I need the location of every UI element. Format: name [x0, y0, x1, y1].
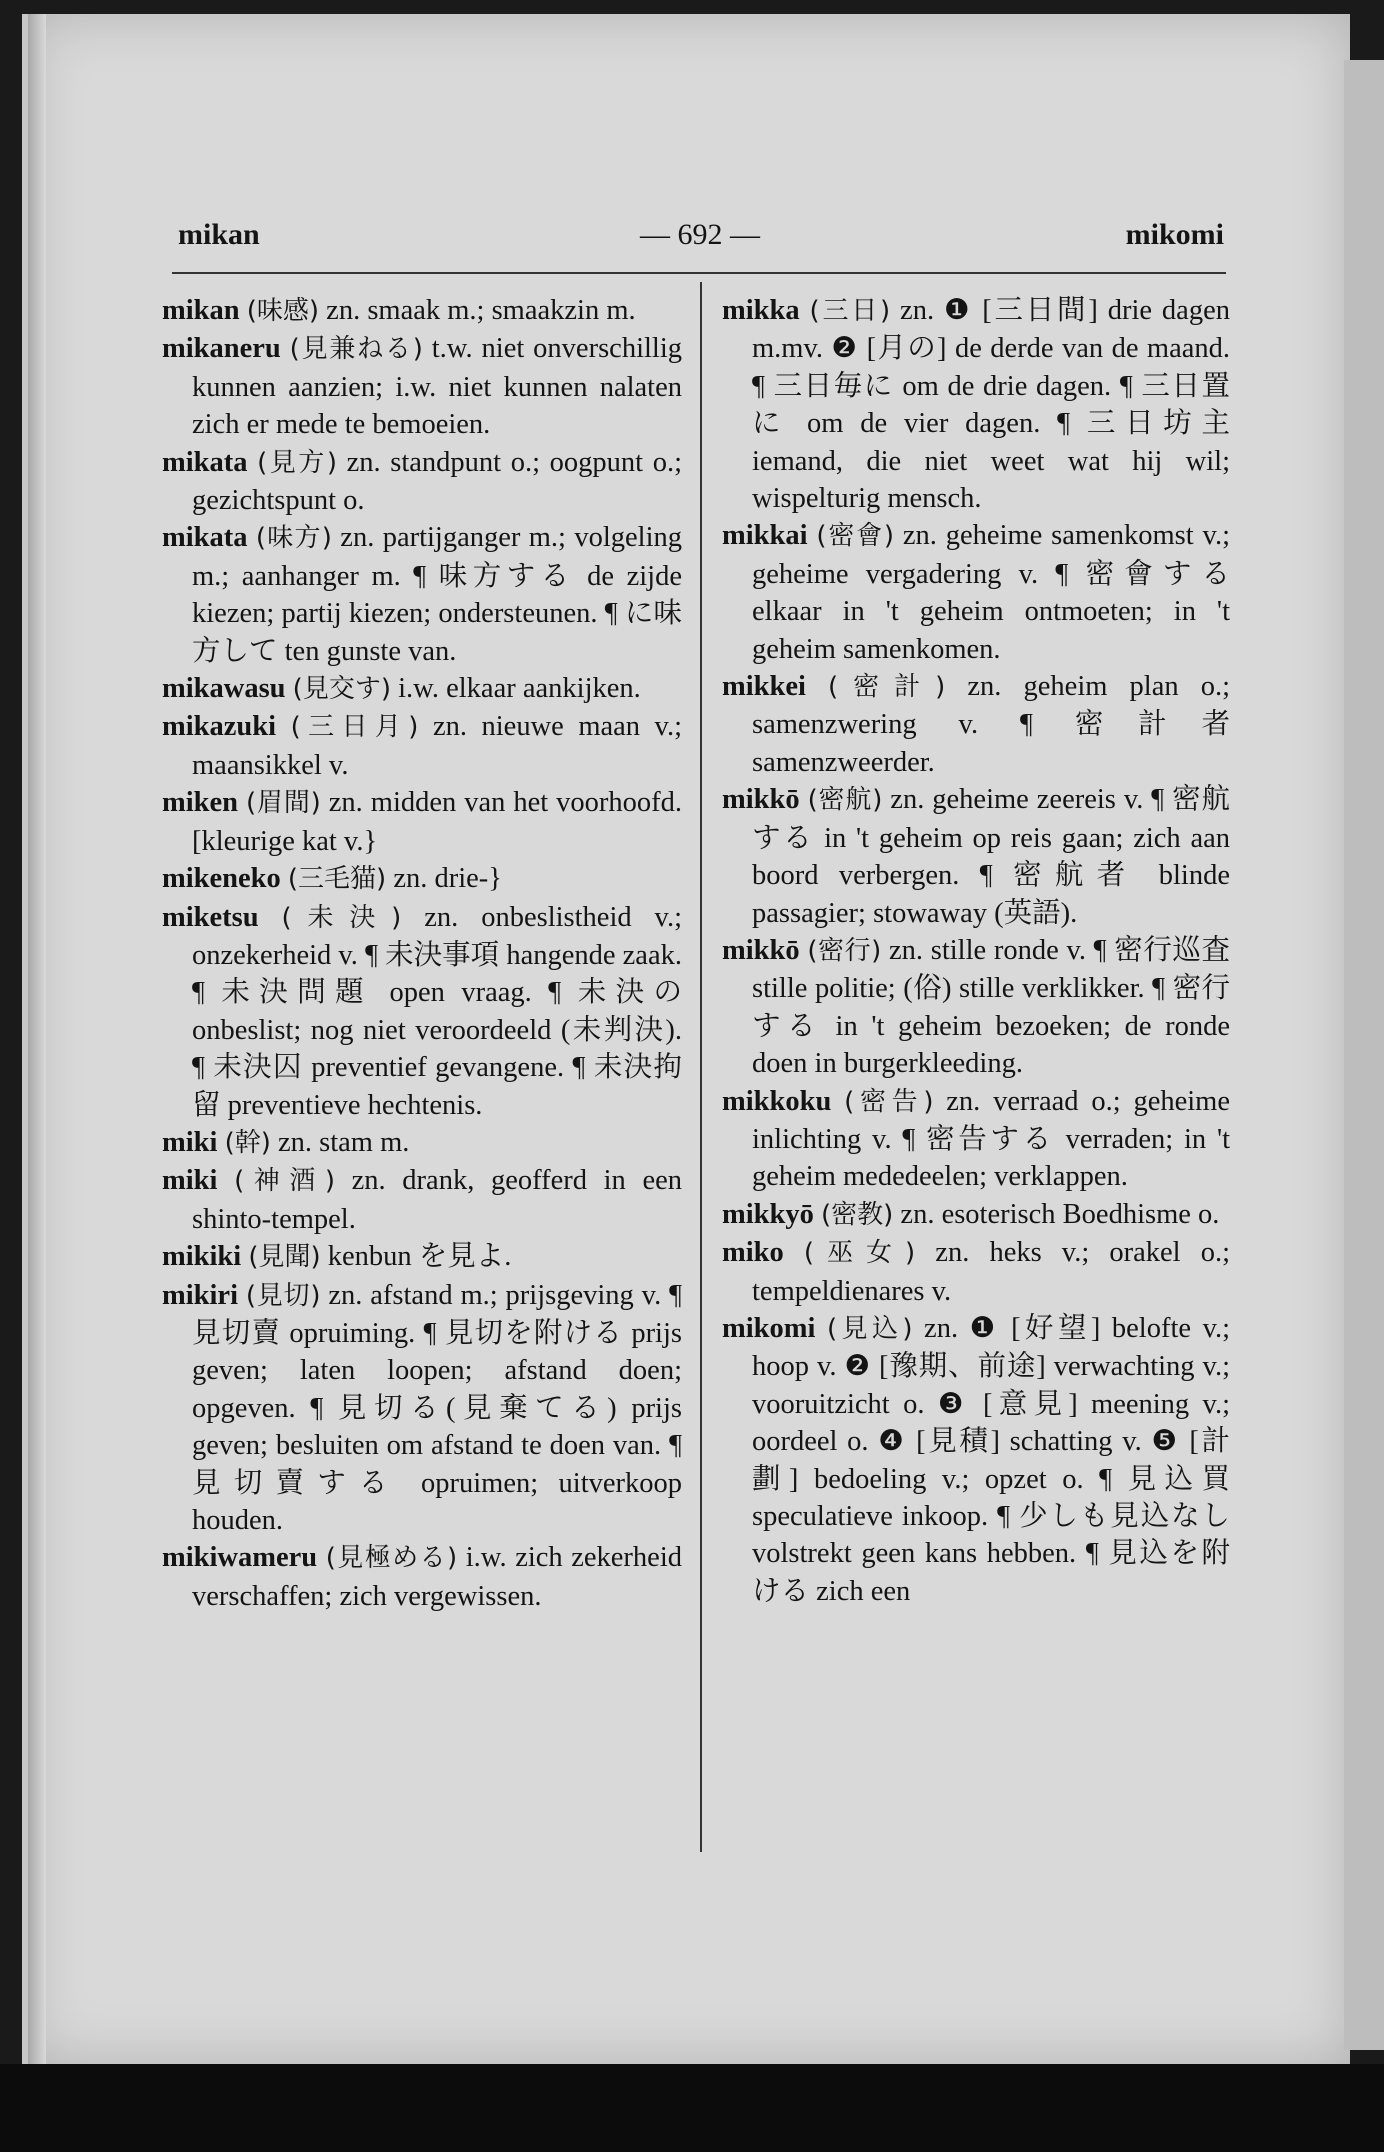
kanji: (味感): [246, 296, 320, 326]
definition: zn. geheime samenkomst v.; geheime vergadering v. ¶ 密會する elkaar in 't geheim ontmoeten; in 't geheim samenkomen.: [752, 520, 1230, 665]
entry: [162, 330, 682, 443]
book-spine-shadow: [28, 14, 46, 2064]
kanji: (三毛猫): [287, 864, 387, 895]
definition: zn. drank, geofferd in een shinto-tempel.: [192, 1165, 682, 1235]
headword: mikazuki: [162, 711, 277, 743]
kanji: (密教): [821, 1199, 894, 1230]
definition: zn. stam m.: [270, 1126, 410, 1158]
entry: [722, 1083, 1230, 1196]
entry: [162, 860, 682, 898]
right-column: [722, 292, 1230, 1610]
headword: mikata: [162, 446, 248, 478]
left-column: [162, 292, 682, 1615]
headword: miki: [162, 1165, 218, 1197]
headword: miken: [162, 787, 239, 819]
entry: [162, 1277, 682, 1540]
definition: zn. midden van het voorhoofd. [kleurige kat v.}: [192, 787, 682, 857]
entry: [722, 1196, 1230, 1234]
headword: miko: [722, 1237, 784, 1269]
headword: mikiri: [162, 1279, 238, 1311]
entry: [162, 444, 682, 520]
kanji: (三日月): [290, 712, 419, 743]
definition: zn. geheime zeereis v. ¶ 密航する in 't geheim op reis gaan; zich aan boord verbergen. ¶ 密航者 blinde passagier; stowaway (英語).: [752, 784, 1230, 929]
kanji: (見方): [257, 447, 337, 478]
headword: mikka: [722, 295, 800, 326]
kanji: (見切): [245, 1280, 321, 1311]
entry: [162, 708, 682, 784]
kanji: (眉間): [245, 788, 321, 819]
kanji: (密計): [828, 672, 946, 703]
headword: mikkō: [722, 784, 800, 816]
kanji: (味方): [255, 523, 332, 554]
headword: mikkei: [722, 671, 806, 703]
definition: t.w. niet onverschillig kunnen aanzien; i.w. niet kunnen nalaten zich er mede te bemoeien.: [192, 333, 682, 441]
kanji: (密航): [807, 785, 883, 816]
kanji: (巫女): [803, 1238, 916, 1269]
kanji: (見込): [826, 1313, 913, 1344]
kanji: (三日): [809, 296, 891, 326]
definition: zn. onbeslistheid v.; onzekerheid v. ¶ 未決事項 hangende zaak. ¶ 未決問題 open vraag. ¶ 未決の onbeslist; nog niet veroordeeld (未判決). ¶ 未決囚 preventief gevangene. ¶ 未決拘留 preventieve hechtenis.: [192, 901, 683, 1121]
headword: miki: [162, 1126, 218, 1158]
kanji: (密會): [816, 521, 894, 552]
running-head-right: mikomi: [1125, 218, 1224, 251]
definition: zn. drie-}: [386, 863, 502, 895]
kanji: (見極める): [325, 1543, 458, 1574]
column-divider: [700, 282, 702, 1852]
header-rule: [172, 272, 1226, 274]
bottom-shadow: [0, 2064, 1384, 2152]
definition: zn. nieuwe maan v.; maansikkel v.: [192, 711, 683, 781]
kanji: (幹): [224, 1127, 271, 1158]
entry: [162, 1539, 682, 1615]
next-page-edge: [1344, 60, 1384, 2050]
entry: [162, 1238, 682, 1276]
definition: zn. heks v.; orakel o.; tempeldienares v.: [752, 1237, 1230, 1307]
entry: [162, 1124, 682, 1162]
entry: [162, 1162, 682, 1238]
page-number: — 692 —: [640, 218, 760, 251]
definition: zn. esoterisch Boedhisme o.: [893, 1198, 1220, 1230]
entry: [722, 932, 1230, 1083]
entry: [162, 292, 682, 330]
definition: zn. smaak m.; smaakzin m.: [319, 295, 636, 326]
kanji: (見交す): [292, 674, 391, 705]
running-head-left: mikan: [178, 218, 260, 251]
definition: zn. ❶ [三日間] drie dagen m.mv. ❷ [月の] de derde van de maand. ¶ 三日毎に om de drie dagen. ¶ 三日置に om de vier dagen. ¶ 三日坊主 iemand, die niet weet wat hij wil; wispelturig mensch.: [752, 295, 1230, 515]
headword: mikata: [162, 522, 248, 554]
entry: [722, 292, 1230, 517]
definition: i.w. elkaar aankijken.: [390, 673, 641, 705]
headword: mikawasu: [162, 673, 286, 705]
definition: zn. afstand m.; prijsgeving v. ¶ 見切賣 opruiming. ¶ 見切を附ける prijs geven; laten loopen; afstand doen; opgeven. ¶ 見切る(見棄てる) prijs geven; besluiten om afstand te doen van. ¶ 見切賣する opruimen; uitverkoop houden.: [192, 1279, 682, 1536]
definition: zn. stille ronde v. ¶ 密行巡査 stille politie; (俗) stille verklikker. ¶ 密行する in 't geheim bezoeken; de ronde doen in burgerkleeding.: [752, 934, 1230, 1080]
kanji: (未決): [281, 902, 402, 933]
kanji: (密行): [807, 935, 882, 966]
headword: mikkō: [722, 934, 800, 966]
headword: mikkai: [722, 520, 808, 552]
headword: mikiki: [162, 1241, 242, 1273]
entry: [162, 519, 682, 670]
entry: [162, 670, 682, 708]
entry: [722, 1310, 1230, 1610]
definition: zn. partijganger m.; volgeling m.; aanhanger m. ¶ 味方する de zijde kiezen; partij kiezen; ondersteunen. ¶ に味方して ten gunste van.: [192, 522, 682, 667]
headword: mikomi: [722, 1312, 816, 1344]
kanji: (見兼ねる): [289, 334, 423, 365]
headword: mikkoku: [722, 1085, 832, 1117]
headword: mikiwameru: [162, 1542, 318, 1574]
headword: mikkyō: [722, 1198, 814, 1230]
entry: [722, 781, 1230, 932]
headword: mikan: [162, 295, 240, 326]
definition: zn. verraad o.; geheime inlichting v. ¶ 密告する verraden; in 't geheim mededeelen; verklappen.: [752, 1085, 1230, 1193]
kanji: (神酒): [234, 1166, 335, 1197]
entry: [722, 668, 1230, 781]
entry: [722, 1234, 1230, 1310]
definition: zn. geheim plan o.; samenzwering v. ¶ 密計者 samenzweerder.: [752, 671, 1230, 778]
definition: i.w. zich zekerheid verschaffen; zich vergewissen.: [192, 1542, 682, 1612]
entry: [162, 784, 682, 860]
kanji: (密告): [844, 1086, 934, 1117]
headword: mikeneko: [162, 863, 281, 895]
definition: kenbun を見よ.: [320, 1241, 512, 1273]
definition: zn. ❶ [好望] belofte v.; hoop v. ❷ [豫期、前途] verwachting v.; vooruitzicht o. ❸ [意見] meening v.; oordeel o. ❹ [見積] schatting v. ❺ [計劃] bedoeling v.; opzet o. ¶ 見込買 speculatieve inkoop. ¶ 少しも見込なし volstrekt geen kans hebben. ¶ 見込を附ける zich een: [752, 1312, 1231, 1607]
headword: miketsu: [162, 901, 259, 933]
kanji: (見聞): [248, 1242, 321, 1273]
entry: [722, 517, 1230, 668]
headword: mikaneru: [162, 333, 281, 365]
definition: zn. standpunt o.; oogpunt o.; gezichtspunt o.: [192, 446, 683, 517]
entry: [162, 899, 682, 1124]
